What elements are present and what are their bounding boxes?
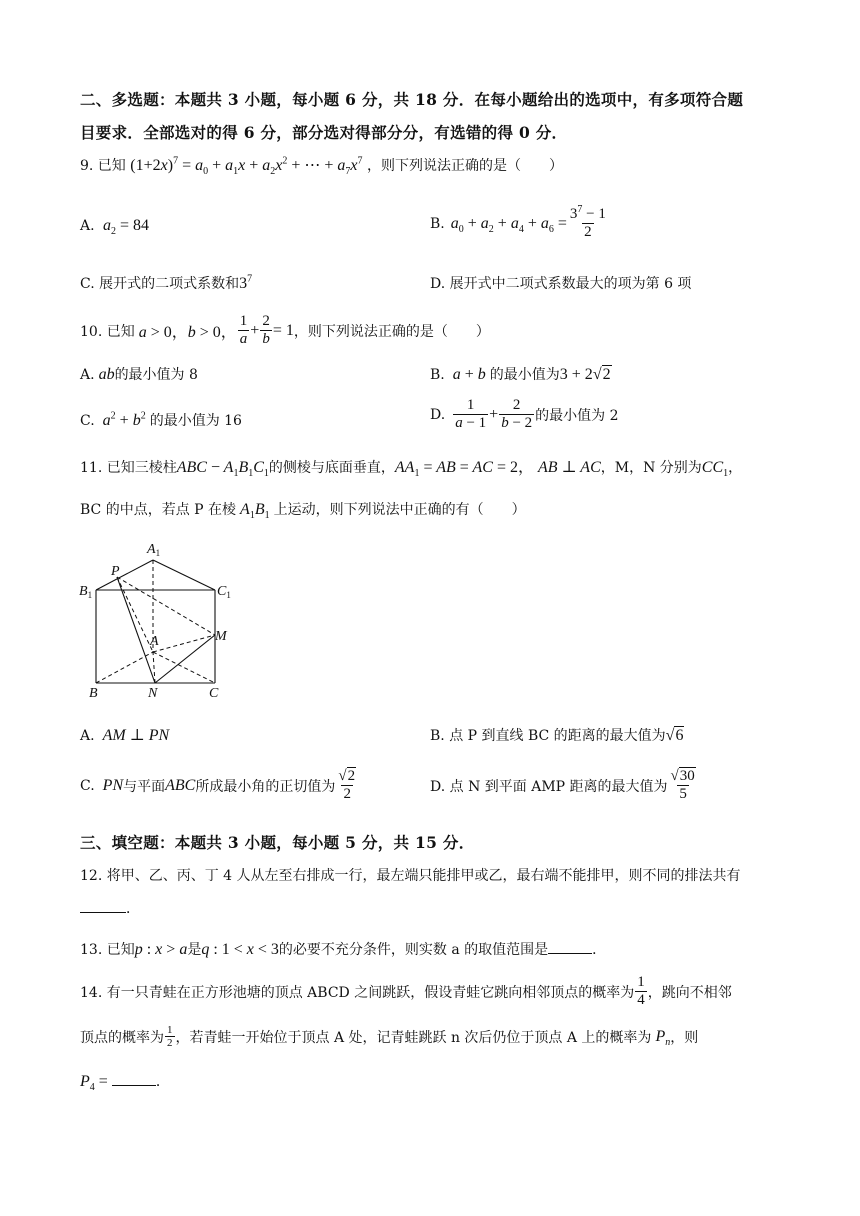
q11-number: 11. 已知三棱柱 <box>80 460 177 476</box>
label-a: A <box>150 634 159 649</box>
q11-option-c-text2: 所成最小角的正切值为 <box>195 778 336 795</box>
prism-figure <box>76 536 246 702</box>
q9-option-c-formula: $3^7$ <box>239 273 253 292</box>
q9-option-b <box>430 206 609 241</box>
q9-option-c-text: C. 展开式的二项式系数和 <box>80 276 240 292</box>
q10-option-a-label: A. <box>80 367 95 383</box>
q11-text2: ，M，N 分别为 <box>600 460 702 476</box>
q11-option-c-label: C. <box>80 777 95 794</box>
q14-line2-a: 顶点的概率为 <box>80 1029 164 1046</box>
q11-line2-b: 上运动，则下列说法中正确的有（ ） <box>273 502 526 518</box>
label-b: B <box>89 686 98 701</box>
q9-stem <box>80 155 563 178</box>
q12-line2 <box>80 898 140 918</box>
q10-stem-tail: ，则下列说法正确的是（ ） <box>293 323 490 340</box>
q9-option-a-label: A. <box>80 218 95 234</box>
q10-option-a: A. ab的最小值为 8 <box>80 366 198 383</box>
q10-number: 10. 已知 <box>80 323 135 340</box>
q10-option-c-text: 的最小值为 16 <box>149 413 242 429</box>
q9-stem-tail: ，则下列说法正确的是（ ） <box>366 158 563 174</box>
q11-text3: ， <box>728 460 743 476</box>
q14-line3: $P_4$ = ． <box>80 1073 170 1094</box>
q10-frac-1a: $\frac{1}{a}$ <box>239 313 248 347</box>
label-a1: $A_1$ <box>147 542 161 558</box>
q14-frac-half: $\frac{1}{2}$ <box>167 1024 173 1049</box>
q10-frac-2b: $\frac{2}{b}$ <box>262 313 270 347</box>
q9-option-b-fraction: $\frac{3^7 - 1}{2}$ <box>569 204 606 240</box>
q10-option-b: B. a + b 的最小值为3 + 2√2 <box>430 366 611 383</box>
q11-stem-line1: 11. 已知三棱柱ABC − $A_1B_1C_1$的侧棱与底面垂直，$AA_1$ = AB = AC = 2， AB ⊥ AC，M，N 分别为$CC_1$， <box>80 459 743 480</box>
q13-answer-blank[interactable] <box>548 939 592 954</box>
q12-line1: 12. 将甲、乙、丙、丁 4 人从左至右排成一行，最左端只能排甲或乙，最右端不能排甲，则不同的排法共有 <box>80 868 741 884</box>
q13-tail: ． <box>592 942 607 958</box>
label-c1: $C_1$ <box>217 584 231 600</box>
q13-mid2: 的必要不充分条件，则实数 a 的取值范围是 <box>278 942 549 958</box>
q11-option-d-fraction: $\frac{√30}{5}$ <box>670 768 695 802</box>
q13-number: 13. 已知 <box>80 942 135 958</box>
section2-line1: 二、多选题：本题共 3 小题，每小题 6 分，共 18 分．在每小题给出的选项中，有多项符合题 <box>80 90 744 109</box>
q11-option-a-label: A. <box>80 728 95 744</box>
q10-option-b-label: B. <box>430 367 445 383</box>
q9-option-c <box>80 273 252 293</box>
section3-title: 三、填空题：本题共 3 小题，每小题 5 分，共 15 分． <box>80 833 475 852</box>
q10-option-a-text: 的最小值为 8 <box>114 367 198 383</box>
label-n: N <box>148 686 158 701</box>
q13-mid1: 是 <box>187 942 202 958</box>
q11-option-d-text: D. 点 N 到平面 AMP 距离的最大值为 <box>430 778 668 795</box>
q14-line3-tail: ． <box>155 1074 170 1090</box>
q9-option-d: D. 展开式中二项式系数最大的项为第 6 项 <box>430 276 692 292</box>
q12-answer-blank[interactable] <box>80 898 126 913</box>
q11-option-b: B. 点 P 到直线 BC 的距离的最大值为√6 <box>430 727 684 744</box>
q11-stem-line2: BC 的中点，若点 P 在棱 $A_1B_1$ 上运动，则下列说法中正确的有（ ） <box>80 501 526 522</box>
q9-option-a-formula: $a_2 = 84$ <box>99 217 150 238</box>
label-b1: $B_1$ <box>79 584 93 600</box>
q9-option-b-formula: $a_0 + a_2 + a_4 + a_6$ = <box>450 214 567 235</box>
q9-option-a <box>80 217 150 238</box>
q11-option-c: C. PN 与平面 ABC 所成最小角的正切值为 $\frac{√2}{2}$ <box>80 768 359 803</box>
q14-line2-b: ，若青蛙一开始位于顶点 A 处，记青蛙跳跃 n 次后仍位于顶点 A 上的概率为 <box>175 1029 652 1046</box>
q9-option-b-label: B. <box>430 215 445 232</box>
q11-option-c-text: 与平面 <box>123 778 166 795</box>
q10-option-d-frac2: $\frac{2}{b - 2}$ <box>501 397 533 431</box>
q9-formula: $(1+2x)^7 = a_0 + a_1x + a_2x^2$ + ⋯ + $a_7x^7$ <box>130 155 363 178</box>
q10-option-c-label: C. <box>80 413 95 429</box>
q14-line2-c: ，则 <box>670 1029 699 1046</box>
q10-option-b-text: 的最小值为 <box>489 367 560 383</box>
label-m: M <box>215 629 227 644</box>
q14-line1-b: ，跳向不相邻 <box>647 984 732 1001</box>
section2-line2: 目要求．全部选对的得 6 分，部分选对得部分分，有选错的得 0 分． <box>80 123 568 142</box>
q11-line2-a: BC 的中点，若点 P 在棱 <box>80 502 237 518</box>
q9-number: 9. 已知 <box>80 158 126 174</box>
q14-line1-a: 14. 有一只青蛙在正方形池塘的顶点 ABCD 之间跳跃，假设青蛙它跳向相邻顶点的概率为 <box>80 984 635 1001</box>
q10-option-d-frac1: $\frac{1}{a - 1}$ <box>455 397 487 431</box>
q11-option-d <box>430 768 699 803</box>
q10-stem: 10. 已知 a > 0，b > 0， $\frac{1}{a}$ + $\frac{2}{b}$ = 1 ，则下列说法正确的是（ ） <box>80 313 490 347</box>
q14-line1 <box>80 974 732 1009</box>
q10-option-d: D. $\frac{1}{a - 1}$ + $\frac{2}{b - 2}$ 的最小值为 2 <box>430 397 619 431</box>
label-c: C <box>209 686 219 701</box>
label-p: P <box>111 564 120 579</box>
q12-line2-tail: ． <box>126 901 140 917</box>
q10-option-d-text: 的最小值为 2 <box>535 407 619 424</box>
q14-frac-quarter: $\frac{1}{4}$ <box>637 974 645 1008</box>
q10-condition: a > 0，b > 0， <box>138 324 237 341</box>
q10-option-c: C. $a^2 + b^2$ 的最小值为 16 <box>80 410 242 429</box>
q11-option-c-fraction: $\frac{√2}{2}$ <box>338 768 356 802</box>
q10-option-d-label: D. <box>430 406 446 423</box>
q13-stem: 13. 已知p : x > a是q : 1 < x < 3的必要不充分条件，则实数 a 的取值范围是 ． <box>80 941 607 958</box>
q11-text1: 的侧棱与底面垂直， <box>268 460 395 476</box>
q14-line2: 顶点的概率为 $\frac{1}{2}$ ，若青蛙一开始位于顶点 A 处，记青蛙跳跃 n 次后仍位于顶点 A 上的概率为 $P_n$ ，则 <box>80 1024 699 1049</box>
q14-answer-blank[interactable] <box>112 1071 156 1086</box>
q11-option-b-text: B. 点 P 到直线 BC 的距离的最大值为 <box>430 728 666 744</box>
q11-option-a: A. AM ⊥ PN <box>80 727 170 744</box>
